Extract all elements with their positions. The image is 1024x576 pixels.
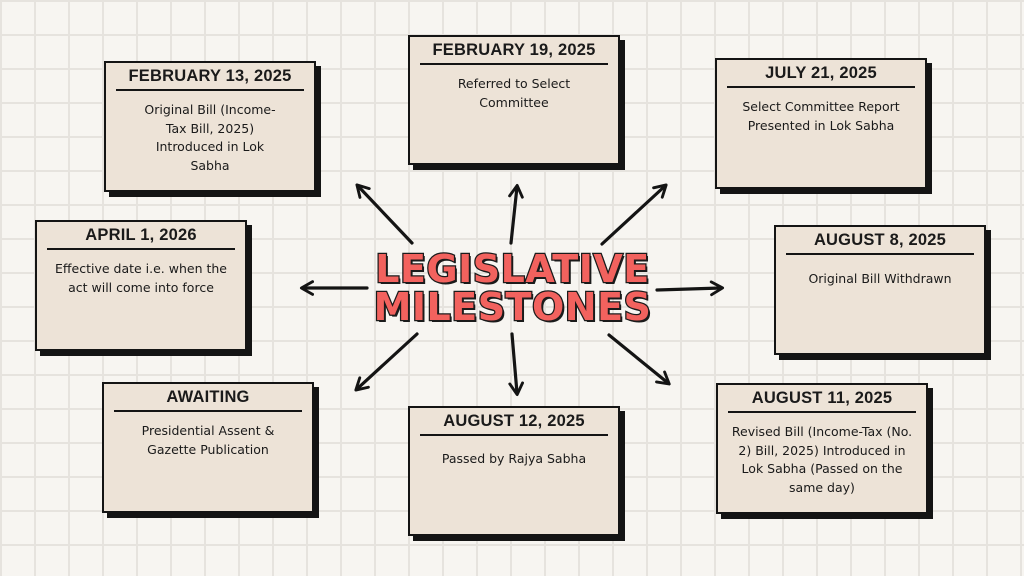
arrow-aug12 bbox=[512, 334, 517, 393]
center-title-line1: LEGISLATIVE bbox=[375, 247, 650, 291]
milestone-description: Original Bill Withdrawn bbox=[808, 271, 952, 286]
milestone-card-aug8 bbox=[774, 225, 986, 355]
milestone-date: APRIL 1, 2026 bbox=[47, 222, 235, 250]
milestone-description: Presidential Assent & Gazette Publication bbox=[141, 423, 275, 457]
milestone-card-feb19 bbox=[408, 35, 620, 165]
arrow-feb13 bbox=[358, 186, 412, 243]
milestone-date: AUGUST 8, 2025 bbox=[786, 227, 974, 255]
milestone-card-aug11 bbox=[716, 383, 928, 514]
milestone-date: FEBRUARY 19, 2025 bbox=[420, 37, 608, 65]
milestone-description: Original Bill (Income-Tax Bill, 2025) Introduced in Lok Sabha bbox=[144, 102, 276, 173]
arrow-aug11 bbox=[609, 335, 668, 383]
milestone-card-feb13 bbox=[104, 61, 316, 192]
milestone-description: Passed by Rajya Sabha bbox=[441, 451, 587, 466]
milestone-description: Select Committee Report Presented in Lok Sabha bbox=[742, 99, 900, 133]
arrow-aug8 bbox=[657, 288, 721, 290]
milestone-description: Effective date i.e. when the act will come into force bbox=[55, 261, 227, 295]
milestone-card-apr1 bbox=[35, 220, 247, 351]
milestone-date: AWAITING bbox=[114, 384, 302, 412]
milestone-date: AUGUST 11, 2025 bbox=[728, 385, 916, 413]
milestone-card-jul21 bbox=[715, 58, 927, 189]
arrow-feb19 bbox=[511, 187, 517, 243]
arrow-jul21 bbox=[602, 186, 665, 244]
milestone-date: JULY 21, 2025 bbox=[727, 60, 915, 88]
milestone-date: FEBRUARY 13, 2025 bbox=[116, 63, 304, 91]
milestone-date: AUGUST 12, 2025 bbox=[420, 408, 608, 436]
milestone-description: Revised Bill (Income-Tax (No. 2) Bill, 2025) Introduced in Lok Sabha (Passed on the same day) bbox=[731, 424, 913, 495]
center-title-line2: MILESTONES bbox=[373, 285, 652, 329]
arrow-awaiting bbox=[357, 334, 417, 389]
center-title bbox=[370, 247, 655, 329]
milestone-card-aug12 bbox=[408, 406, 620, 536]
milestone-card-awaiting bbox=[102, 382, 314, 513]
milestone-description: Referred to Select Committee bbox=[457, 76, 571, 110]
